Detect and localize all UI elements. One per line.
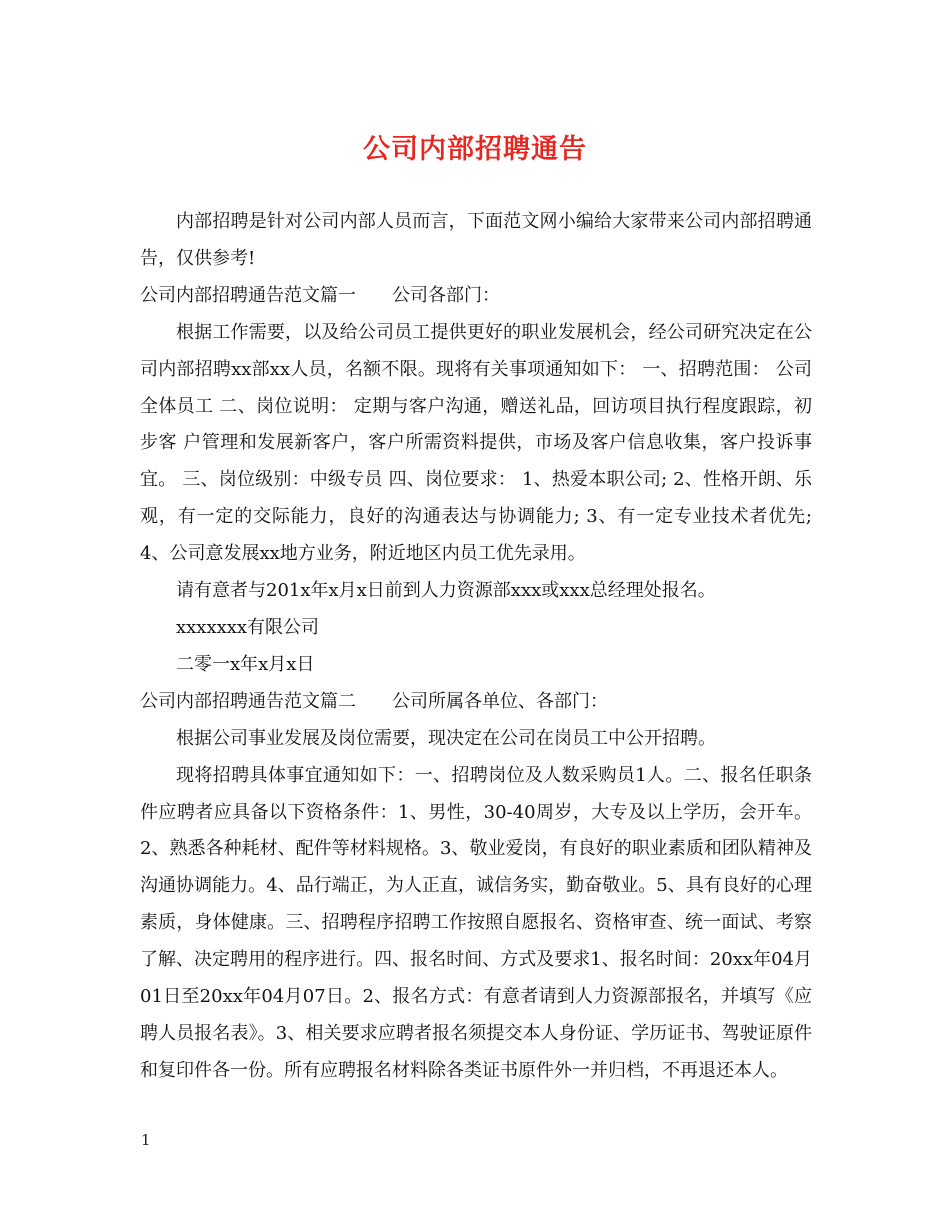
section2-heading: 公司内部招聘通告范文篇二	[140, 690, 356, 712]
section1-heading-line	[140, 278, 812, 315]
section2-addressee: 公司所属各单位、各部门：	[392, 690, 608, 712]
section1-company: xxxxxxx有限公司	[176, 616, 320, 638]
section1-apply: 请有意者与201x年x月x日前到人力资源部xxx或xxx总经理处报名。	[176, 580, 716, 602]
section1-addressee: 公司各部门：	[392, 284, 500, 306]
section2-paragraph-2: 现将招聘具体事宜通知如下：一、招聘岗位及人数采购员1人。二、报名任职条件应聘者应具备以下资格条件：1、男性，30-40周岁，大专及以上学历，会开车。2、熟悉各种耗材、配件等材料规格。3、敬业爱岗，有良好的职业素质和团队精神及沟通协调能力。4、品行端正，为人正直，诚信务实，勤奋敬业。5、具有良好的心理素质，身体健康。三、招聘程序招聘工作按照自愿报名、资格审查、统一面试、考察了解、决定聘用的程序进行。四、报名时间、方式及要求1、报名时间：20xx年04月01日至20xx年04月07日。2、报名方式：有意者请到人力资源部报名，并填写《应聘人员报名表》。3、相关要求应聘者报名须提交本人身份证、学历证书、驾驶证原件和复印件各一份。所有应聘报名材料除各类证书原件外一并归档，不再退还本人。	[140, 764, 812, 1081]
page-number: 1	[141, 1131, 151, 1149]
document-title: 公司内部招聘通告	[363, 134, 587, 165]
document-body	[140, 204, 812, 1090]
section2-heading-line	[140, 684, 812, 721]
section1-heading: 公司内部招聘通告范文篇一	[140, 284, 356, 306]
intro-paragraph: 内部招聘是针对公司内部人员而言，下面范文网小编给大家带来公司内部招聘通告，仅供参考!	[140, 211, 812, 269]
section2-paragraph-1: 根据公司事业发展及岗位需要，现决定在公司在岗员工中公开招聘。	[176, 727, 716, 749]
section1-body: 根据工作需要，以及给公司员工提供更好的职业发展机会，经公司研究决定在公司内部招聘xx部xx人员，名额不限。现将有关事项通知如下： 一、招聘范围： 公司全体员工 二、岗位说明： 定期与客户沟通，赠送礼品，回访项目执行程度跟踪，初步客 户管理和发展新客户，客户所需资料提供，市场及客户信息收集，客户投诉事宜。 三、岗位级别：中级专员 四、岗位要求： 1、热爱本职公司; 2、性格开朗、乐观，有一定的交际能力，良好的沟通表达与协调能力; 3、有一定专业技术者优先; 4、公司意发展xx地方业务，附近地区内员工优先录用。	[140, 321, 812, 565]
section1-date: 二零一x年x月x日	[176, 653, 315, 675]
